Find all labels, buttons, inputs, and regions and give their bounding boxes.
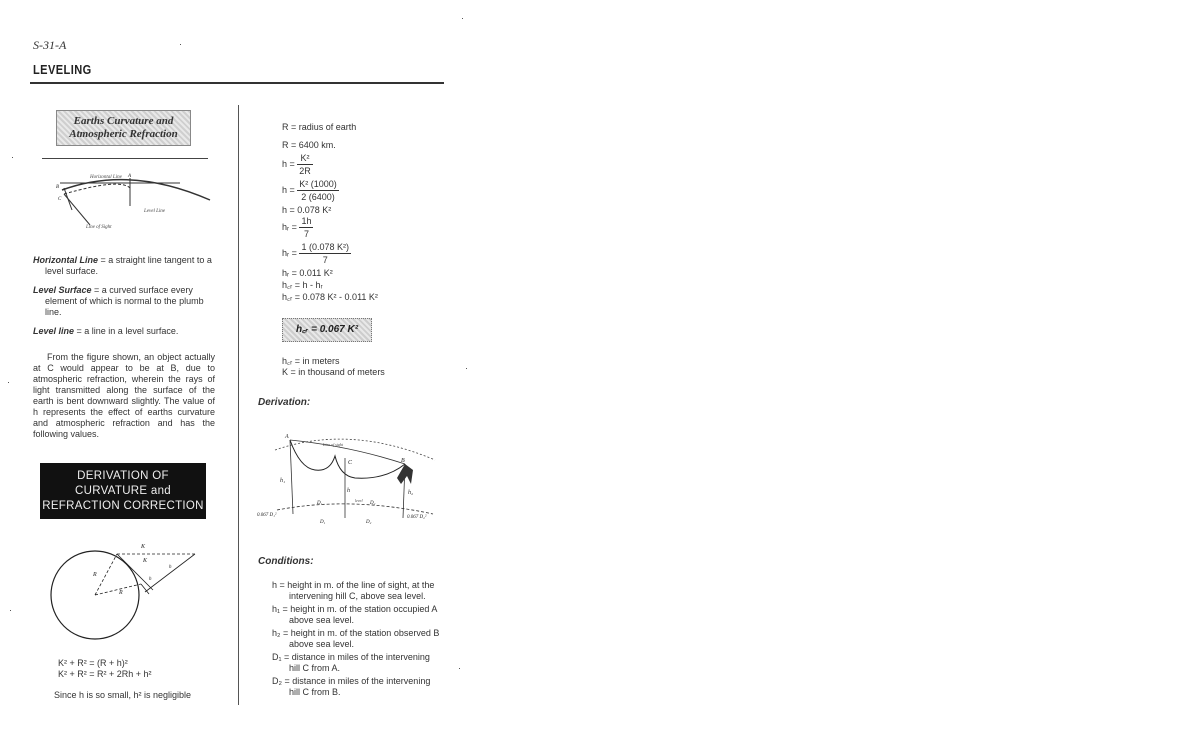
fig3-d1-top: D₁: [317, 501, 323, 506]
hr2-lhs: hᵣ =: [282, 247, 297, 258]
condition-d2: [272, 676, 444, 698]
radius-line-2: [95, 584, 141, 595]
def-text: = a line in a level surface.: [74, 326, 179, 336]
cond-line: D₁ = distance in miles of the intervening: [272, 652, 430, 662]
equation-1: K² + R² = (R + h)²: [58, 658, 128, 668]
fig1-level-label: Level Line: [144, 209, 165, 214]
cond-line: h₂ = height in m. of the station observed B: [272, 628, 440, 638]
fig2-hcr: h: [149, 577, 152, 582]
condition-h2: [272, 628, 444, 650]
h-den: 2R: [299, 166, 311, 176]
scan-speck: [459, 668, 460, 669]
scan-speck: [462, 18, 463, 19]
section-title-box: [56, 110, 191, 146]
cond-line: h₁ = height in m. of the station occupied A: [272, 604, 438, 614]
fig3-h1: h₁: [280, 478, 286, 484]
banner-line3: REFRACTION CORRECTION: [42, 500, 204, 512]
fig2-k2: K: [143, 558, 148, 564]
fig2-r1: R: [93, 572, 97, 578]
cond-line: D₂ = distance in miles of the intervening: [272, 676, 431, 686]
h-value: h = 0.078 K²: [282, 205, 332, 215]
fig3-d2-top: D₂: [370, 501, 376, 506]
conditions-heading: Conditions:: [258, 556, 314, 567]
curvature-figure: [50, 170, 220, 235]
h2-num: K² (1000): [299, 179, 337, 189]
def-cont: element of which is normal to the plumb line.: [45, 296, 204, 317]
derivation-heading: Derivation:: [258, 397, 311, 408]
fig2-hr: h: [169, 565, 172, 570]
h-formula-2: [282, 178, 339, 203]
def-level-surface: [33, 285, 213, 318]
equation-2: K² + R² = R² + 2Rh + h²: [58, 669, 152, 679]
hr2-num: 1 (0.078 K²): [301, 242, 349, 252]
fig1-b-label: B: [56, 185, 60, 190]
hr-line: [141, 584, 149, 594]
fig2-k1: K: [141, 544, 146, 550]
final-formula-box: h꜀ᵣ = 0.067 K²: [282, 318, 372, 342]
fig1-c-label: C: [58, 197, 62, 202]
h-formula: [282, 152, 313, 177]
outer-arc: [275, 439, 435, 460]
cond-cont: hill C from A.: [289, 663, 341, 673]
fig1-a-label: A: [128, 174, 132, 179]
section-rule: [42, 158, 208, 159]
condition-d1: [272, 652, 444, 674]
def-term: Horizontal Line: [33, 255, 98, 265]
scan-speck: [8, 382, 9, 383]
page-title: LEVELING: [33, 62, 92, 77]
hcr-computation: h꜀ᵣ = 0.078 K² - 0.011 K²: [282, 292, 378, 302]
cond-line: h = height in m. of the line of sight, at the: [272, 580, 435, 590]
units-k: K = in thousand of meters: [282, 367, 385, 377]
level-arc: [277, 504, 433, 514]
cond-cont: above sea level.: [289, 639, 355, 649]
condition-h: [272, 580, 444, 602]
fig3-b: B: [401, 458, 405, 464]
scan-speck: [180, 44, 181, 45]
fig1-sight-label: Line of Sight: [86, 225, 112, 230]
hr-formula-2: [282, 241, 351, 266]
fig3-d1-bottom: D₁: [320, 520, 326, 525]
scan-speck: [10, 610, 11, 611]
hr-value: hᵣ = 0.011 K²: [282, 268, 333, 278]
vertical-tick: [64, 188, 72, 210]
fig2-r2: R: [119, 590, 123, 596]
h2-lhs: h =: [282, 184, 295, 195]
fig3-c: C: [348, 460, 353, 466]
h1-line: [290, 440, 293, 514]
fig3-los: Line of sight: [323, 442, 344, 447]
def-horizontal-line: [33, 255, 213, 277]
sight-line: [117, 554, 153, 590]
column-divider: [238, 105, 239, 705]
fig1-horizontal-label: Horizontal Line: [90, 175, 122, 180]
station-b-marker: [397, 464, 413, 484]
def-term: Level line: [33, 326, 75, 336]
h-lhs: h =: [282, 158, 295, 169]
h-line: [145, 554, 195, 592]
hr2-fraction: [299, 241, 351, 266]
radius-line-1: [95, 554, 117, 595]
condition-h1: [272, 604, 444, 626]
fig3-a: A: [285, 434, 289, 440]
h2-fraction: [297, 178, 339, 203]
def-cont: level surface.: [45, 266, 99, 276]
hr2-den: 7: [322, 255, 328, 265]
fig3-h: h: [347, 488, 350, 494]
h-num: K²: [297, 152, 313, 165]
banner-line1: DERIVATION OF: [77, 470, 169, 482]
hcr-definition: h꜀ᵣ = h - hᵣ: [282, 280, 323, 290]
cond-cont: intervening hill C, above sea level.: [289, 591, 426, 601]
scan-speck: [466, 368, 467, 369]
fig3-h2: h₂: [408, 490, 414, 496]
units-hcr: h꜀ᵣ = in meters: [282, 356, 340, 366]
hr-fraction: [299, 215, 313, 240]
def-term: Level Surface: [33, 285, 92, 295]
page-code: S-31-A: [33, 38, 67, 52]
hr-lhs: hᵣ =: [282, 221, 297, 232]
def-text: = a straight line tangent to a: [98, 255, 212, 265]
fig3-left-correction: 0.067 D₁²: [257, 513, 277, 518]
hr-num: 1h: [301, 216, 312, 226]
hr-formula: [282, 215, 313, 240]
section-title-line2: Atmospheric Refraction: [69, 128, 178, 140]
h-fraction: [297, 152, 313, 177]
fig3-level: level: [355, 498, 363, 503]
derivation-banner: [40, 463, 206, 519]
def-level-line: [33, 326, 213, 337]
fig3-right-correction: 0.067 D₂²: [407, 515, 427, 520]
cond-cont: hill C from B.: [289, 687, 341, 697]
hr-den: 7: [303, 229, 309, 239]
radius-value: R = 6400 km.: [282, 140, 336, 150]
fig3-d2-bottom: D₂: [366, 520, 372, 525]
radius-def: R = radius of earth: [282, 122, 357, 132]
title-rule: [30, 82, 444, 84]
section-title-line1: Earths Curvature and: [73, 115, 174, 127]
cond-cont: above sea level.: [289, 615, 355, 625]
explanation-paragraph: From the figure shown, an object actually at C would appear to be at B, due to atmospheric refraction, wherein the rays of light transmitted along the surface of the earth is bent downward slightly. The value of h represents the effect of earths curvature and atmospheric refraction and has the following values.: [33, 352, 215, 439]
banner-line2: CURVATURE and: [75, 485, 171, 497]
scan-speck: [12, 157, 13, 158]
intervening-hill-figure: [255, 428, 445, 533]
negligible-note: Since h is so small, h² is negligible: [54, 690, 192, 700]
def-text: = a curved surface every: [91, 285, 193, 295]
h2-den: 2 (6400): [301, 192, 335, 202]
earth-circle-figure: [45, 540, 205, 655]
